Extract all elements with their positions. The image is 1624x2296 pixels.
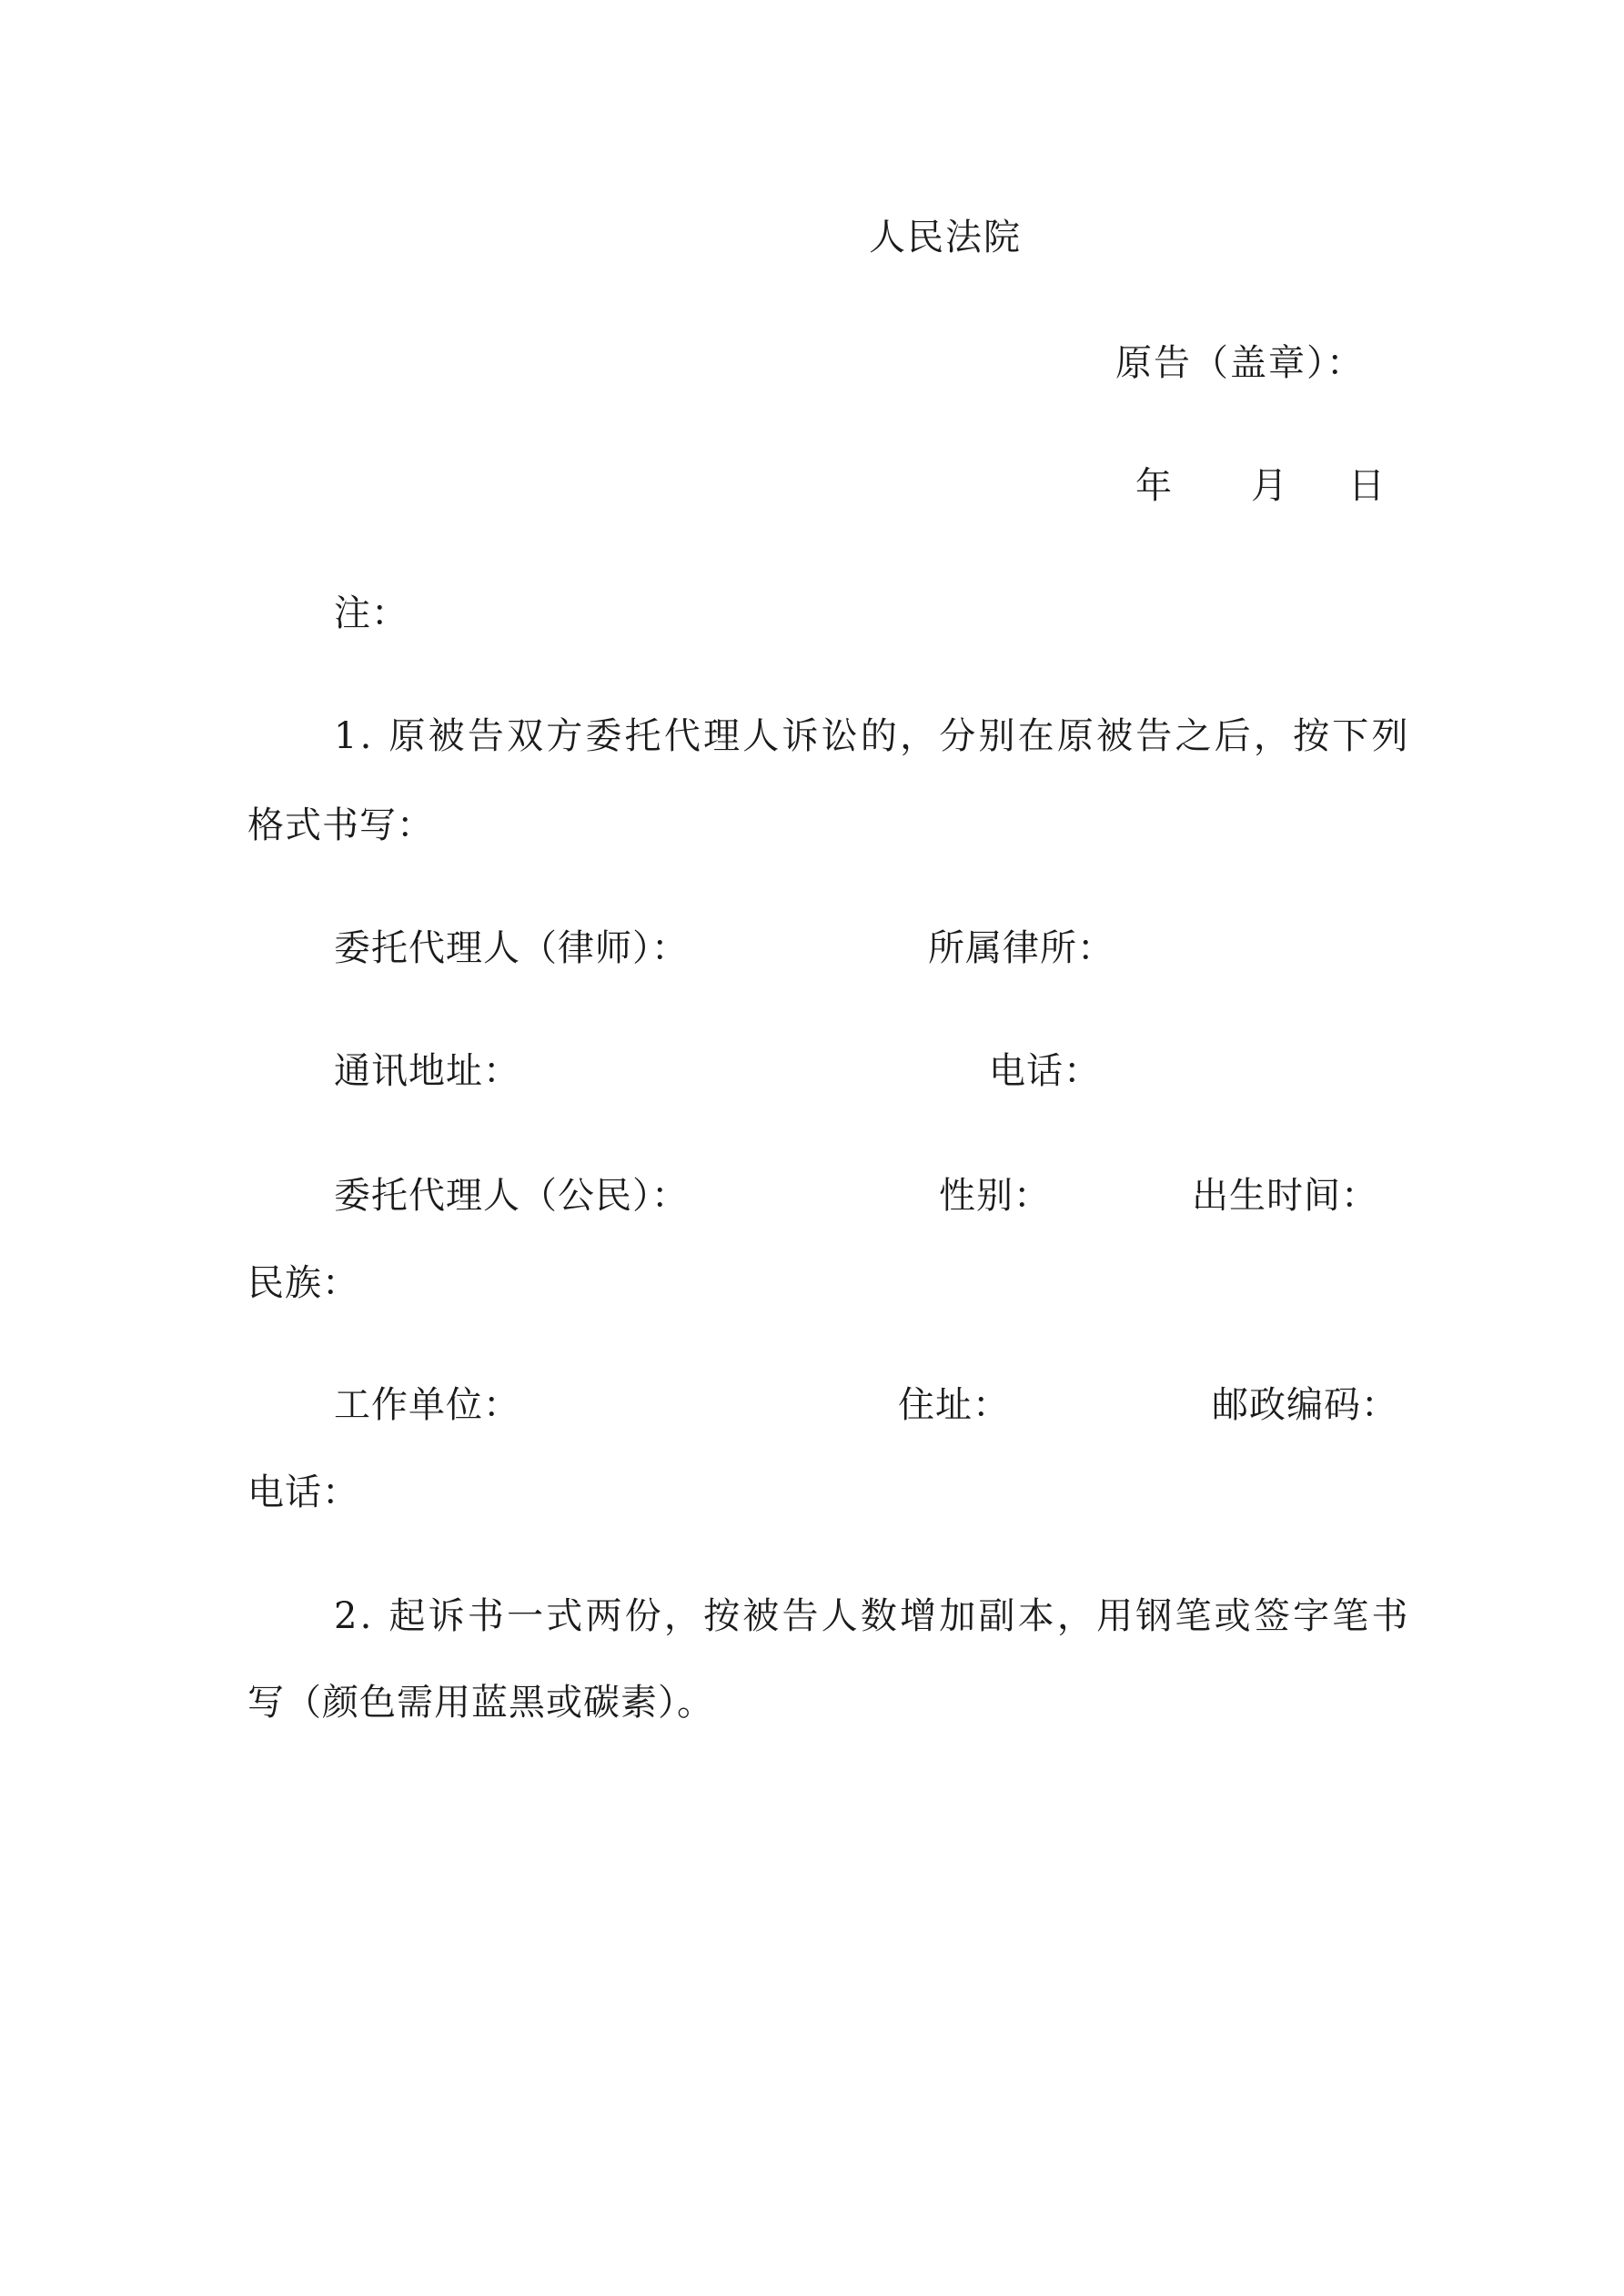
date-year-label: 年	[1135, 465, 1173, 507]
birth-time-label: 出生时间：	[1192, 1175, 1378, 1217]
notes-title: 注：	[334, 592, 409, 634]
plaintiff-seal-label: 原告（盖章）：	[1115, 342, 1365, 384]
note-1-line-2: 格式书写：	[247, 804, 434, 846]
address-label: 通讯地址：	[334, 1050, 520, 1092]
ethnicity-label: 民族：	[247, 1262, 359, 1304]
note-1-line-1: 1. 原被告双方委托代理人诉讼的，分别在原被告之后，按下列	[334, 715, 1411, 757]
citizen-phone-label: 电话：	[247, 1472, 359, 1513]
gender-label: 性别：	[939, 1175, 1051, 1217]
residence-label: 住址：	[898, 1384, 1010, 1426]
date-day-label: 日	[1348, 465, 1386, 507]
court-name: 人民法院	[869, 217, 1022, 258]
note-2-line-1: 2. 起诉书一式两份，按被告人数增加副本，用钢笔或签字笔书	[334, 1595, 1411, 1637]
note-2-line-2: 写（颜色需用蓝黑或碳素）。	[247, 1682, 714, 1724]
phone-label: 电话：	[989, 1050, 1101, 1092]
date-month-label: 月	[1251, 465, 1288, 507]
law-firm-label: 所属律所：	[928, 927, 1115, 969]
agent-citizen-label: 委托代理人（公民）：	[334, 1175, 689, 1217]
postcode-label: 邮政编码：	[1212, 1384, 1398, 1426]
agent-lawyer-label: 委托代理人（律师）：	[334, 927, 689, 969]
employer-label: 工作单位：	[334, 1384, 520, 1426]
